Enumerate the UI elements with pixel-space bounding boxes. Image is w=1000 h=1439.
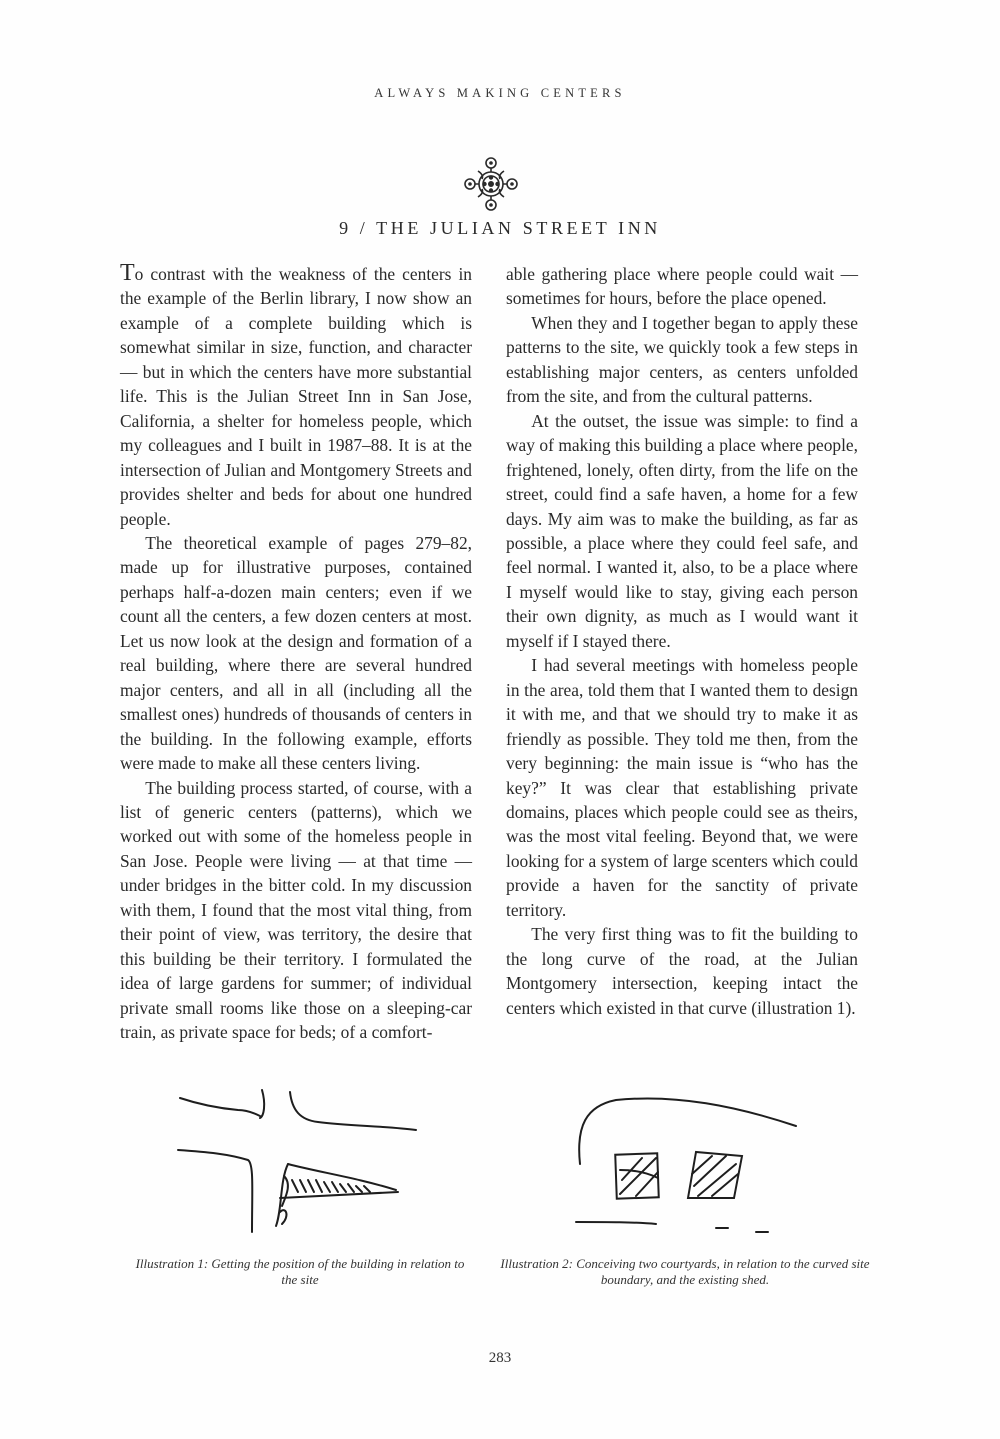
figure-caption: Illustration 2: Conceiving two courtyards, in relation to the curved site boundary, and the existing shed. <box>500 1256 870 1287</box>
illustration-1-sketch <box>168 1080 428 1240</box>
right-text-column <box>506 262 858 1020</box>
drop-cap: T <box>120 260 135 286</box>
quatrefoil-ornament-icon <box>464 155 518 213</box>
illustration-2-sketch <box>566 1086 806 1236</box>
paragraph: To contrast with the weakness of the centers in the example of the Berlin library, I now show an example of a complete building which is somewhat similar in size, function, and character — but in which the centers have more substantial life. This is the Julian Street Inn in San Jose, California, a shelter for homeless people, which my colleagues and I built in 1987–88. It is at the intersection of Julian and Montgomery Streets and provides shelter and beds for about one hundred people. <box>120 260 472 529</box>
figure-caption: Illustration 1: Getting the position of the building in relation to the site <box>135 1256 465 1287</box>
paragraph: When they and I together began to apply these patterns to the site, we quickly took a few steps in establishing major centers, as centers unfolded from the site, and from the cultural patterns. <box>506 312 858 407</box>
left-text-column <box>120 262 472 1045</box>
paragraph: The theoretical example of pages 279–82, made up for illustrative purposes, contained perhaps half-a-dozen main centers; even if we count all the centers, a few dozen centers at most. Let us now look at the design and formation of a real building, where there are several hundred major centers, and all in all (including all the smallest ones) hundreds of thousands of centers in the building. In the following example, efforts were made to make all these centers living. <box>120 532 472 774</box>
paragraph: The building process started, of course, with a list of generic centers (patterns), which we worked out with some of the homeless people in San Jose. People were living — at that time — under bridges in the bitter cold. In my discussion with them, I found that the most vital thing, from their point of view, was territory, the desire that this building be their territory. I formulated the idea of large gardens for summer; of individual private small rooms like those on a sleeping-car train, as private space for beds; of a comfort- <box>120 777 472 1043</box>
running-head: ALWAYS MAKING CENTERS <box>374 86 626 100</box>
page-number: 283 <box>488 1350 512 1366</box>
paragraph: I had several meetings with homeless people in the area, told them that I wanted them to design it with me, and that we should try to make it as friendly as possible. They told me then, from the very beginning: the main issue is “who has the key?” It was clear that establishing private domains, places which people could see as theirs, was the most vital feeling. Beyond that, we were looking for a system of large scenters which could provide a haven for the sanctity of private territory. <box>506 655 858 920</box>
paragraph: The very first thing was to fit the building to the long curve of the road, at the Julian Montgomery intersection, keeping intact the centers which existed in that curve (illustration 1). <box>506 924 858 1018</box>
paragraph: able gathering place where people could wait — sometimes for hours, before the place opened. <box>506 264 858 309</box>
chapter-title: 9 / THE JULIAN STREET INN <box>339 218 661 238</box>
paragraph: At the outset, the issue was simple: to find a way of making this building a place where people, frightened, lonely, often dirty, from the life on the street, could find a safe haven, a home for a few days. My aim was to make the building, as far as possible, a place where they could feel safe, and feel normal. I wanted it, also, to be a place where I myself would like to stay, giving each person their own dignity, as much as I would want it myself if I stayed there. <box>506 410 858 651</box>
